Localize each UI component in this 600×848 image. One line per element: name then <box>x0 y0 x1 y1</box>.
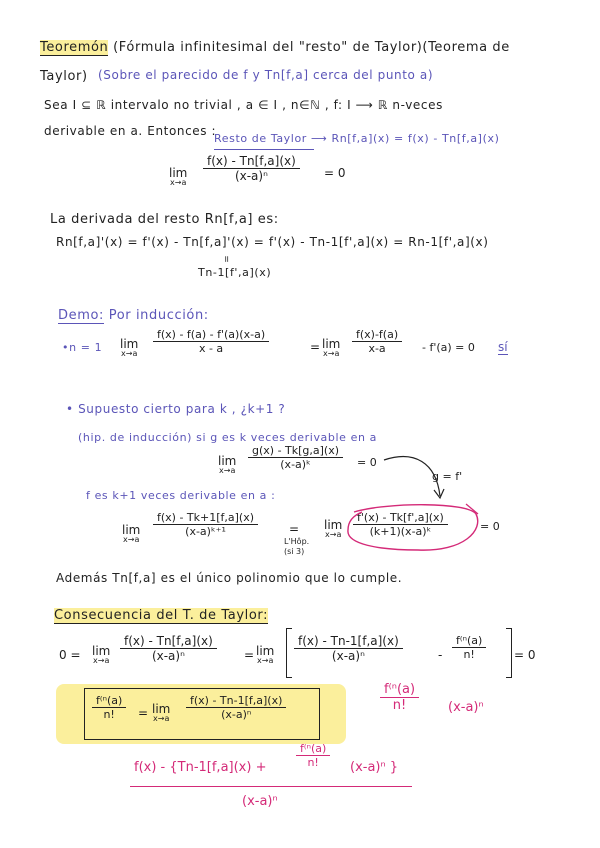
pink-den: n! <box>392 698 407 713</box>
pink-fraction <box>380 682 419 713</box>
hyp-fraction <box>248 444 343 471</box>
right-bracket <box>506 628 512 678</box>
derivative-under: Tn-1[f',a](x) <box>198 266 272 279</box>
lhop-note2: (si 3) <box>284 547 305 556</box>
statement-lim <box>169 167 187 187</box>
hyp-den: (x-a)ᵏ <box>280 458 311 471</box>
cons-tail: = 0 <box>514 648 536 662</box>
n1-lim1 <box>120 338 138 358</box>
demo-method: Por inducción: <box>108 308 209 323</box>
box-den-right: (x-a)ⁿ <box>221 708 252 721</box>
n1-eq: = <box>310 340 321 354</box>
hyp-num: g(x) - Tk[g,a](x) <box>252 444 340 457</box>
cons-minus: - <box>438 648 443 662</box>
k1-den: (x-a)ᵏ⁺¹ <box>185 525 226 538</box>
lim-word: lim <box>256 644 275 658</box>
resto-note: Resto de Taylor ⟶ Rn[f,a](x) = f(x) - Tn[f,a](x) <box>214 132 500 145</box>
n1-label: •n = 1 <box>62 341 103 354</box>
pink-big-frac-den: n! <box>307 756 319 769</box>
theorem-title: Teoremón <box>40 40 109 55</box>
n1-den2: x-a <box>368 342 386 355</box>
box-fraction-left <box>92 694 126 721</box>
lhop-eq: = <box>289 522 300 536</box>
cons-den2: (x-a)ⁿ <box>331 649 365 663</box>
k2-eq: = 0 <box>480 520 500 533</box>
cons-fraction1 <box>120 634 217 663</box>
cons-lim2 <box>256 645 274 665</box>
hyp-lim <box>218 455 236 475</box>
cons-eq: = <box>244 648 255 662</box>
pink-big-den: (x-a)ⁿ <box>242 794 278 809</box>
theorem-title-line2: Taylor) <box>40 69 88 84</box>
pink-big-frac-num: f⁽ⁿ(a) <box>300 742 327 755</box>
consequence-title-wrap <box>54 608 268 623</box>
lim-word: lim <box>322 337 341 351</box>
pink-num: f⁽ⁿ(a) <box>384 682 416 697</box>
cons-num2: f(x) - Tn-1[f,a](x) <box>298 634 399 648</box>
lhop-note1: L'Hôp. <box>284 537 310 546</box>
induction-hypothesis: (hip. de inducción) si g es k veces derivable en a <box>78 431 377 444</box>
statement-eq: = 0 <box>324 166 346 180</box>
pink-big-tail: (x-a)ⁿ } <box>350 760 399 775</box>
n1-den1: x - a <box>198 342 224 355</box>
pink-big-num: f(x) - {Tn-1[f,a](x) + <box>134 760 267 775</box>
k1-lim <box>122 524 140 544</box>
demo-line <box>58 308 209 323</box>
n1-fraction1 <box>153 328 269 355</box>
cons-den3: n! <box>463 648 475 661</box>
cons-num3: f⁽ⁿ(a) <box>456 634 483 647</box>
lim-sub: x→a <box>257 656 274 665</box>
box-fraction-right <box>186 694 286 721</box>
lim-word: lim <box>169 166 188 180</box>
statement-line1: Sea I ⊆ ℝ intervalo no trivial , a ∈ I , n∈ℕ , f: I ⟶ ℝ n-veces <box>44 98 443 112</box>
derivative-intro: La derivada del resto Rn[f,a] es: <box>50 212 279 227</box>
lim-sub: x→a <box>123 535 140 544</box>
statement-fraction <box>203 154 300 183</box>
lim-sub: x→a <box>93 656 110 665</box>
step-question: • Supuesto cierto para k , ¿k+1 ? <box>66 402 286 416</box>
k2-num: f'(x) - Tk[f',a](x) <box>357 511 444 524</box>
lim-sub: x→a <box>219 466 236 475</box>
box-den-left: n! <box>103 708 115 721</box>
pink-big-bar <box>130 786 412 787</box>
cons-num1: f(x) - Tn[f,a](x) <box>124 634 213 648</box>
lim-word: lim <box>92 644 111 658</box>
hyp-eq: = 0 <box>357 456 377 469</box>
theorem-aside: (Sobre el parecido de f y Tn[f,a] cerca del punto a) <box>98 68 434 82</box>
cons-fraction3 <box>452 634 486 661</box>
lim-word: lim <box>218 454 237 468</box>
cons-den1: (x-a)ⁿ <box>151 649 185 663</box>
k2-den: (k+1)(x-a)ᵏ <box>369 525 432 538</box>
lim-sub: x→a <box>323 349 340 358</box>
n1-fraction2 <box>352 328 402 355</box>
derivative-formula: Rn[f,a]'(x) = f'(x) - Tn[f,a]'(x) = f'(x) - Tn-1[f',a](x) = Rn-1[f',a](x) <box>56 235 489 249</box>
box-num-right: f(x) - Tn-1[f,a](x) <box>190 694 283 707</box>
n1-num2: f(x)-f(a) <box>356 328 399 341</box>
g-eq: g = f' <box>432 470 463 483</box>
cons-fraction2 <box>294 634 403 663</box>
highlight-ellipse <box>338 500 488 560</box>
theorem-title-line <box>40 40 510 55</box>
f-line: f es k+1 veces derivable en a : <box>86 489 276 502</box>
derivative-eq-vertical: = <box>220 255 231 263</box>
box-num-left: f⁽ⁿ(a) <box>96 694 123 707</box>
lim-word: lim <box>120 337 139 351</box>
n1-si: sí <box>498 340 508 354</box>
statement-den: (x-a)ⁿ <box>234 169 268 183</box>
lim-word: lim <box>152 702 171 716</box>
statement-line2: derivable en a. Entonces : <box>44 124 217 138</box>
n1-num1: f(x) - f(a) - f'(a)(x-a) <box>157 328 266 341</box>
consequence-title: Consecuencia del T. de Taylor: <box>54 608 269 623</box>
theorem-title-rest: (Fórmula infinitesimal del "resto" de Taylor)(Teorema de <box>113 40 510 55</box>
box-eq: = <box>138 706 149 720</box>
k1-num: f(x) - Tk+1[f,a](x) <box>157 511 255 524</box>
k1-fraction <box>153 511 258 538</box>
lim-sub: x→a <box>121 349 138 358</box>
ademas-line: Además Tn[f,a] es el único polinomio que lo cumple. <box>56 571 403 585</box>
n1-lim2 <box>322 338 340 358</box>
pink-big-frac <box>296 742 330 769</box>
box-lim <box>152 703 170 723</box>
lim-word: lim <box>324 518 343 532</box>
statement-num: f(x) - Tn[f,a](x) <box>207 154 296 168</box>
lim-word: lim <box>122 523 141 537</box>
lim-sub: x→a <box>170 178 187 187</box>
cons-lim1 <box>92 645 110 665</box>
lim-sub: x→a <box>153 714 170 723</box>
pink-tail: (x-a)ⁿ <box>448 700 484 715</box>
lim-sub: x→a <box>325 530 342 539</box>
resto-note-underline <box>214 149 314 150</box>
demo-label: Demo: <box>58 308 105 323</box>
left-bracket <box>286 628 292 678</box>
n1-tail: - f'(a) = 0 <box>422 341 475 354</box>
cons-zero: 0 = <box>59 648 81 662</box>
